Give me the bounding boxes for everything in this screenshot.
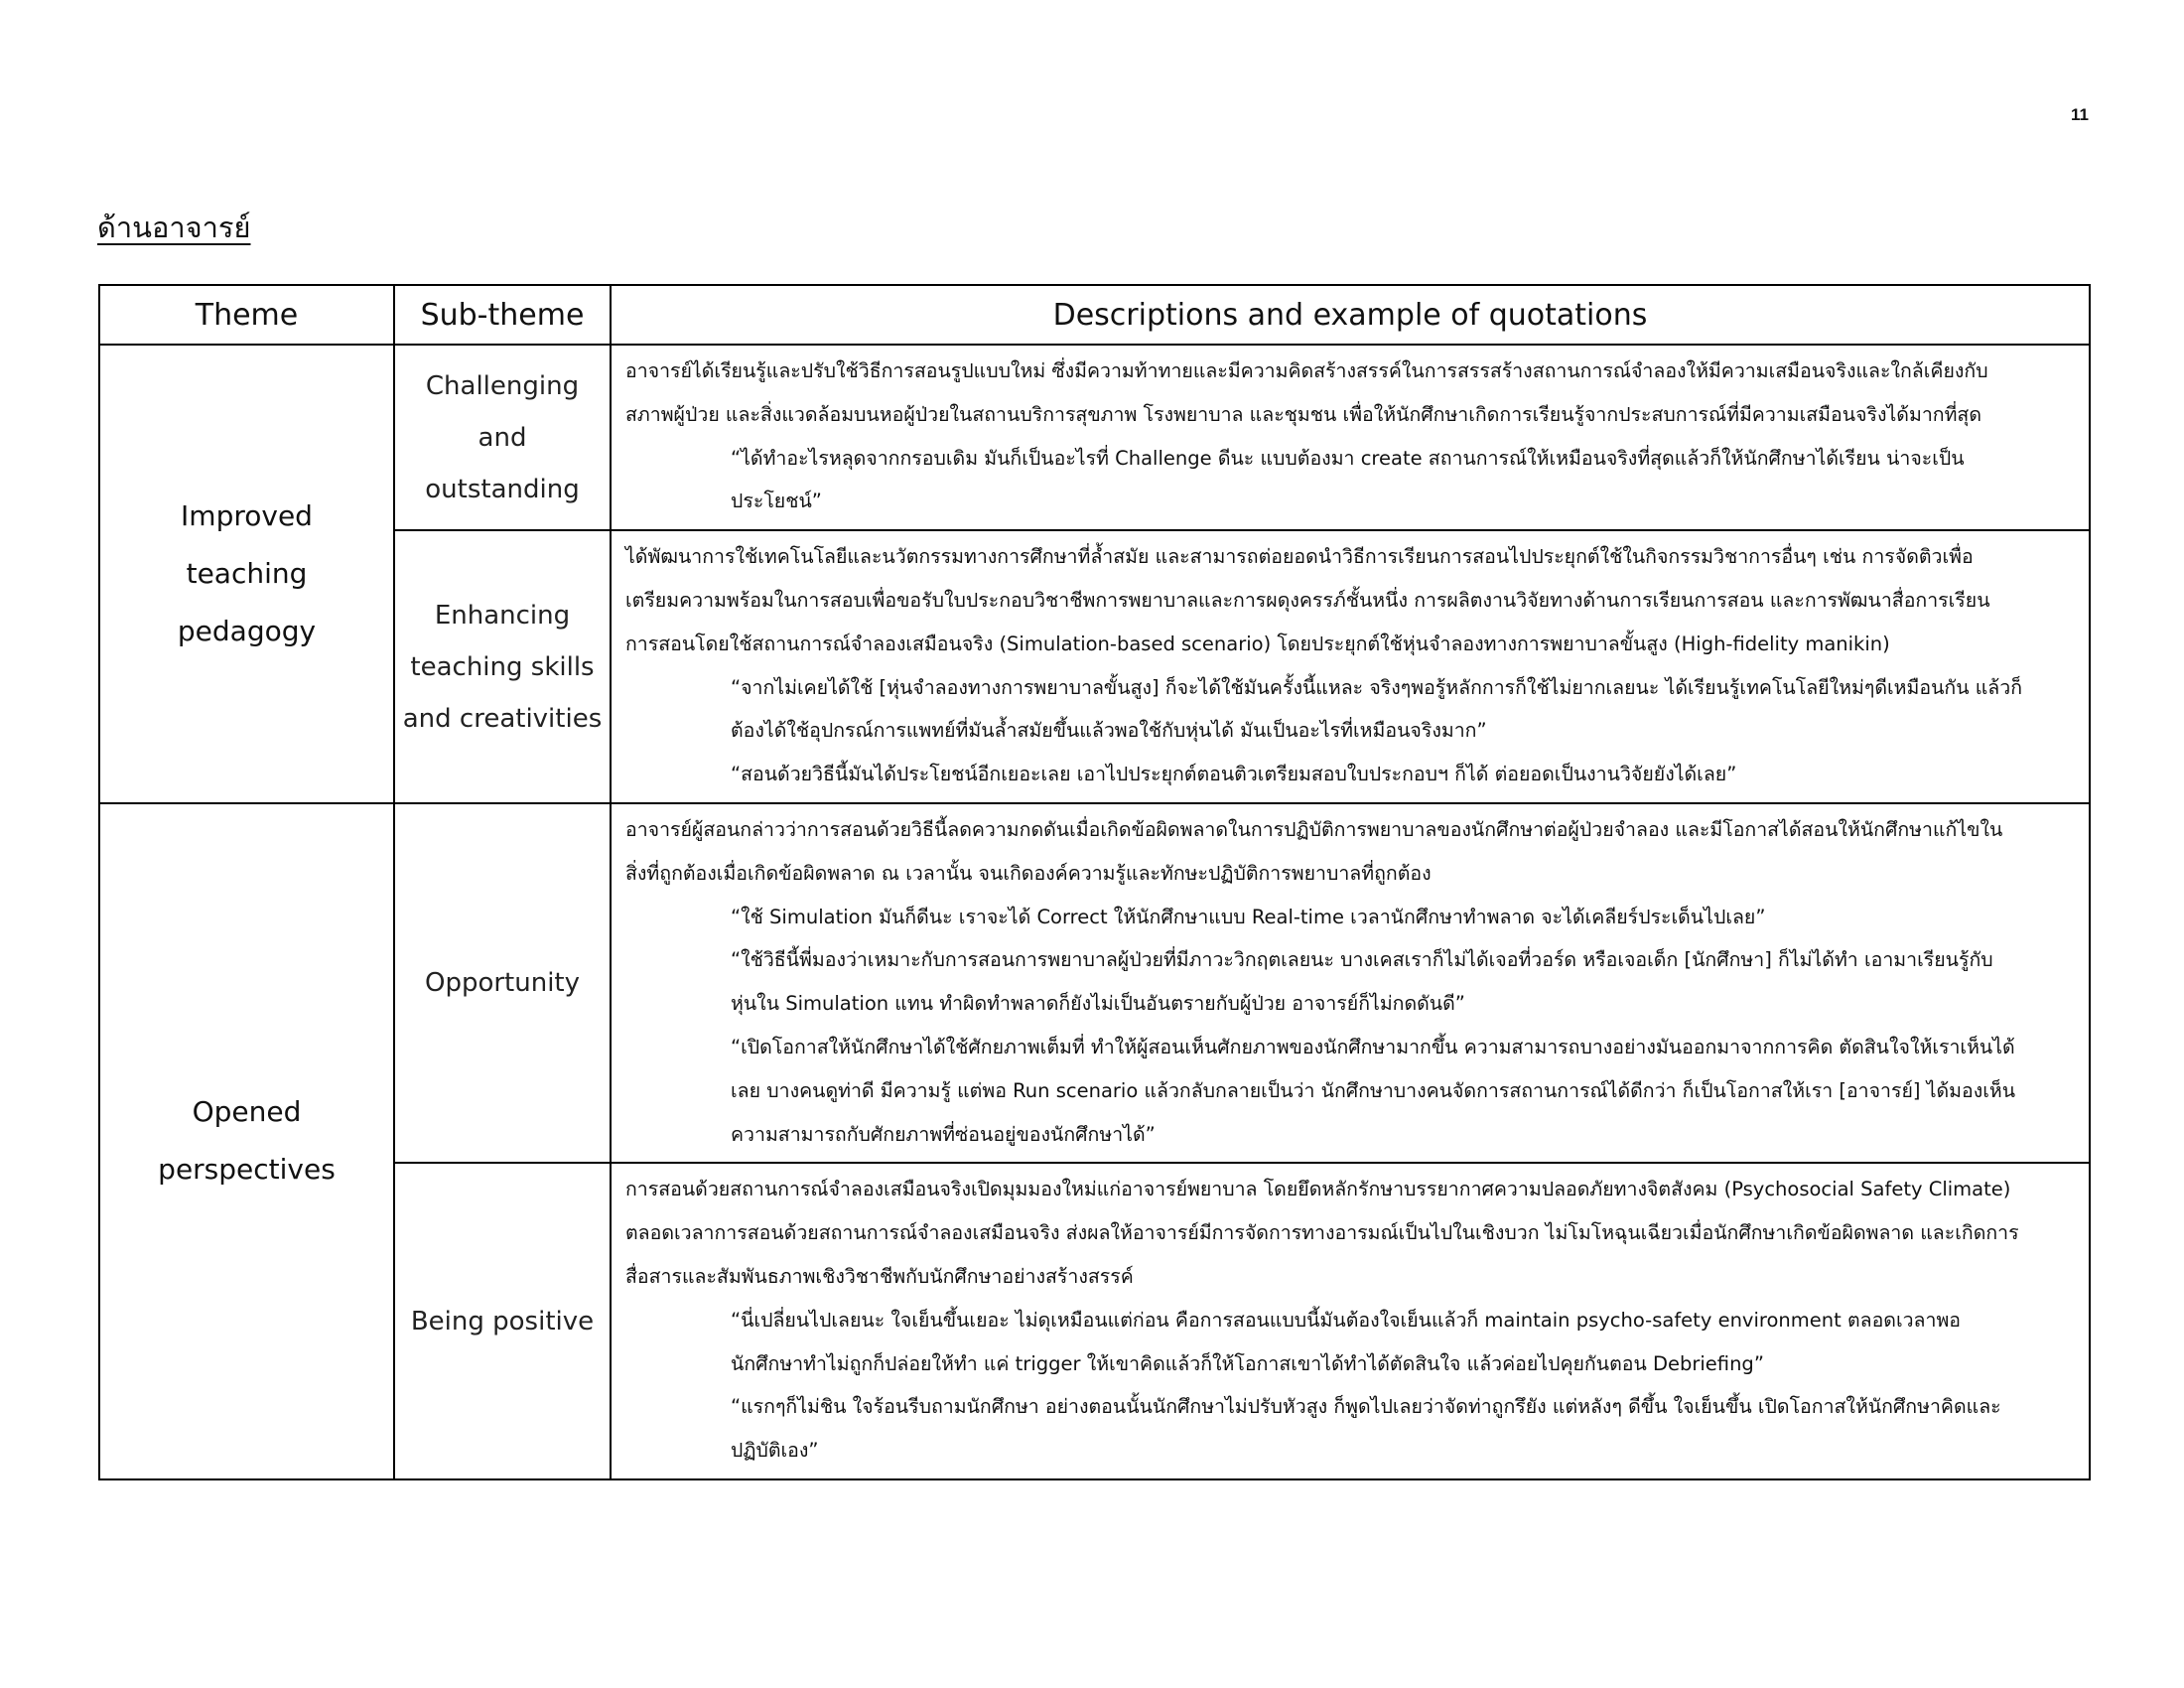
themes-table	[98, 284, 2091, 1480]
theme-cell	[99, 803, 394, 1479]
quotation-line: ต้องได้ใช้อุปกรณ์การแพทย์ที่มันล้ำสมัยขึ้นแล้วพอใช้กับหุ่นได้ มันเป็นอะไรที่เหมือนจริงมาก”	[731, 719, 1487, 743]
table-body	[99, 345, 2090, 1479]
description-line: อาจารย์ได้เรียนรู้และปรับใช้วิธีการสอนรูปแบบใหม่ ซึ่งมีความท้าทายและมีความคิดสร้างสรรค์ในการสรรสร้างสถานการณ์จำลองให้มีความเสมือนจริงและใกล้เคียงกับ	[625, 359, 1988, 382]
header-theme: Theme	[99, 285, 394, 345]
theme-label-line: Opened	[192, 1095, 302, 1129]
table-row	[99, 530, 2090, 803]
quotation-line: นักศึกษาทำไม่ถูกก็ปล่อยให้ทำ แค่ trigger ให้เขาคิดแล้วก็ให้โอกาสเขาได้ทำได้ตัดสินใจ แล้วค่อยไปคุยกันตอน Debriefing”	[731, 1351, 1764, 1375]
sub-theme-label-line: Opportunity	[424, 968, 581, 999]
sub-theme-label-line: and	[478, 422, 527, 453]
table-row	[99, 345, 2090, 530]
description-line: ตลอดเวลาการสอนด้วยสถานการณ์จำลองเสมือนจริง ส่งผลให้อาจารย์มีการจัดการทางอารมณ์เป็นไปในเชิงบวก ไม่โมโหฉุนเฉียวเมื่อนักศึกษาเกิดข้อผิดพลาด และเกิดการ	[625, 1221, 2019, 1245]
quotation-line: “ใช้วิธีนี้พี่มองว่าเหมาะกับการสอนการพยาบาลผู้ป่วยที่มีภาวะวิกฤตเลยนะ บางเคสเราก็ไม่ได้เจอที่วอร์ด หรือเจอเด็ก [นักศึกษา] ก็ไม่ได้ทำ เอามาเรียนรู้กับ	[731, 948, 1993, 972]
table-row	[99, 803, 2090, 1163]
sub-theme-cell	[394, 803, 611, 1163]
description-line: สภาพผู้ป่วย และสิ่งแวดล้อมบนหอผู้ป่วยในสถานบริการสุขภาพ โรงพยาบาล และชุมชน เพื่อให้นักศึกษาเกิดการเรียนรู้จากประสบการณ์ที่มีความเสมือนจริงได้มากที่สุด	[625, 402, 1981, 426]
description-line: สิ่งที่ถูกต้องเมื่อเกิดข้อผิดพลาด ณ เวลานั้น จนเกิดองค์ความรู้และทักษะปฏิบัติการพยาบาลที่ถูกต้อง	[625, 861, 1432, 885]
sub-theme-label-line: and creativities	[402, 703, 603, 734]
quotation-line: “ใช้ Simulation มันก็ดีนะ เราจะได้ Correct ให้นักศึกษาแบบ Real-time เวลานักศึกษาทำพลาด จะได้เคลียร์ประเด็นไปเลย”	[731, 905, 1766, 928]
description-cell	[611, 803, 2090, 1163]
theme-label-line: perspectives	[158, 1153, 336, 1187]
theme-cell	[99, 345, 394, 803]
description-line: การสอนโดยใช้สถานการณ์จำลองเสมือนจริง (Simulation-based scenario) โดยประยุกต์ใช้หุ่นจำลองทางการพยาบาลขั้นสูง (High-fidelity manikin)	[625, 632, 1890, 655]
sub-theme-cell	[394, 1163, 611, 1479]
quotation-line: “สอนด้วยวิธีนี้มันได้ประโยชน์อีกเยอะเลย เอาไปประยุกต์ตอนติวเตรียมสอบใบประกอบฯ ก็ได้ ต่อยอดเป็นงานวิจัยยังได้เลย”	[731, 763, 1737, 786]
description-line: ได้พัฒนาการใช้เทคโนโลยีและนวัตกรรมทางการศึกษาที่ล้ำสมัย และสามารถต่อยอดนำวิธีการเรียนการสอนไปประยุกต์ใช้ในกิจกรรมวิชาการอื่นๆ เช่น การจัดติวเพื่อ	[625, 545, 1974, 569]
quotation-line: ปฏิบัติเอง”	[731, 1439, 819, 1463]
description-line: การสอนด้วยสถานการณ์จำลองเสมือนจริงเปิดมุมมองใหม่แก่อาจารย์พยาบาล โดยยึดหลักรักษาบรรยากาศความปลอดภัยทางจิตสังคม (Psychosocial Safety Climate)	[625, 1178, 2011, 1201]
header-descriptions: Descriptions and example of quotations	[611, 285, 2090, 345]
section-heading: ด้านอาจารย์	[97, 211, 251, 244]
description-line: สื่อสารและสัมพันธภาพเชิงวิชาชีพกับนักศึกษาอย่างสร้างสรรค์	[625, 1264, 1134, 1288]
header-sub-theme: Sub-theme	[394, 285, 611, 345]
description-cell	[611, 1163, 2090, 1479]
quotation-line: “จากไม่เคยได้ใช้ [หุ่นจำลองทางการพยาบาลขั้นสูง] ก็จะได้ใช้มันครั้งนี้แหละ จริงๆพอรู้หลักการก็ใช้ไม่ยากเลยนะ ได้เรียนรู้เทคโนโลยีใหม่ๆดีเหมือนกัน แล้วก็	[731, 675, 2023, 699]
description-cell	[611, 345, 2090, 530]
quotation-line: เลย บางคนดูท่าดี มีความรู้ แต่พอ Run scenario แล้วกลับกลายเป็นว่า นักศึกษาบางคนจัดการสถานการณ์ได้ดีกว่า ก็เป็นโอกาสให้เรา [อาจารย์] ได้มองเห็น	[731, 1078, 2016, 1102]
sub-theme-cell	[394, 530, 611, 803]
description-line: อาจารย์ผู้สอนกล่าวว่าการสอนด้วยวิธีนี้ลดความกดดันเมื่อเกิดข้อผิดพลาดในการปฏิบัติการพยาบาลของนักศึกษาต่อผู้ป่วยจำลอง และมีโอกาสได้สอนให้นักศึกษาแก้ไขใน	[625, 817, 2003, 841]
quotation-line: ความสามารถกับศักยภาพที่ซ่อนอยู่ของนักศึกษาได้”	[731, 1122, 1156, 1146]
sub-theme-label-line: teaching skills	[410, 651, 595, 682]
quotation-line: ประโยชน์”	[731, 490, 822, 513]
quotation-line: “เปิดโอกาสให้นักศึกษาได้ใช้ศักยภาพเต็มที่ ทำให้ผู้สอนเห็นศักยภาพของนักศึกษามากขึ้น ความสามารถบางอย่างมันออกมาจากการคิด ตัดสินใจให้เราเห็นได้	[731, 1035, 2015, 1058]
theme-label-line: Improved	[181, 498, 313, 532]
table-header-row	[99, 285, 2090, 345]
quotation-line: “นี่เปลี่ยนไปเลยนะ ใจเย็นขึ้นเยอะ ไม่ดุเหมือนแต่ก่อน คือการสอนแบบนี้มันต้องใจเย็นแล้วก็ maintain psycho-safety environment ตลอดเวลาพอ	[731, 1308, 1962, 1332]
table-row	[99, 1163, 2090, 1479]
sub-theme-cell	[394, 345, 611, 530]
description-line: เตรียมความพร้อมในการสอบเพื่อขอรับใบประกอบวิชาชีพการพยาบาลและการผดุงครรภ์ชั้นหนึ่ง การผลิตงานวิจัยทางด้านการเรียนการสอน และการพัฒนาสื่อการเรียน	[625, 588, 1990, 612]
sub-theme-label-line: Challenging	[425, 370, 580, 401]
theme-label-line: pedagogy	[177, 614, 317, 647]
sub-theme-label-line: outstanding	[425, 474, 580, 504]
description-cell	[611, 530, 2090, 803]
quotation-line: หุ่นใน Simulation แทน ทำผิดทำพลาดก็ยังไม่เป็นอันตรายกับผู้ป่วย อาจารย์ก็ไม่กดดันดี”	[731, 992, 1465, 1016]
theme-label-line: teaching	[186, 556, 308, 590]
quotation-line: “ได้ทำอะไรหลุดจากกรอบเดิม มันก็เป็นอะไรที่ Challenge ดีนะ แบบต้องมา create สถานการณ์ให้เหมือนจริงที่สุดแล้วก็ให้นักศึกษาได้เรียน น่าจะเป็น	[731, 446, 1965, 470]
sub-theme-label-line: Enhancing	[434, 600, 571, 631]
sub-theme-label-line: Being positive	[410, 1306, 595, 1336]
page-number: 11	[2071, 105, 2089, 124]
quotation-line: “แรกๆก็ไม่ชิน ใจร้อนรีบถามนักศึกษา อย่างตอนนั้นนักศึกษาไม่ปรับหัวสูง ก็พูดไปเลยว่าจัดท่าถูกรึยัง แต่หลังๆ ดีขึ้น ใจเย็นขึ้น เปิดโอกาสให้นักศึกษาคิดและ	[731, 1395, 2001, 1419]
